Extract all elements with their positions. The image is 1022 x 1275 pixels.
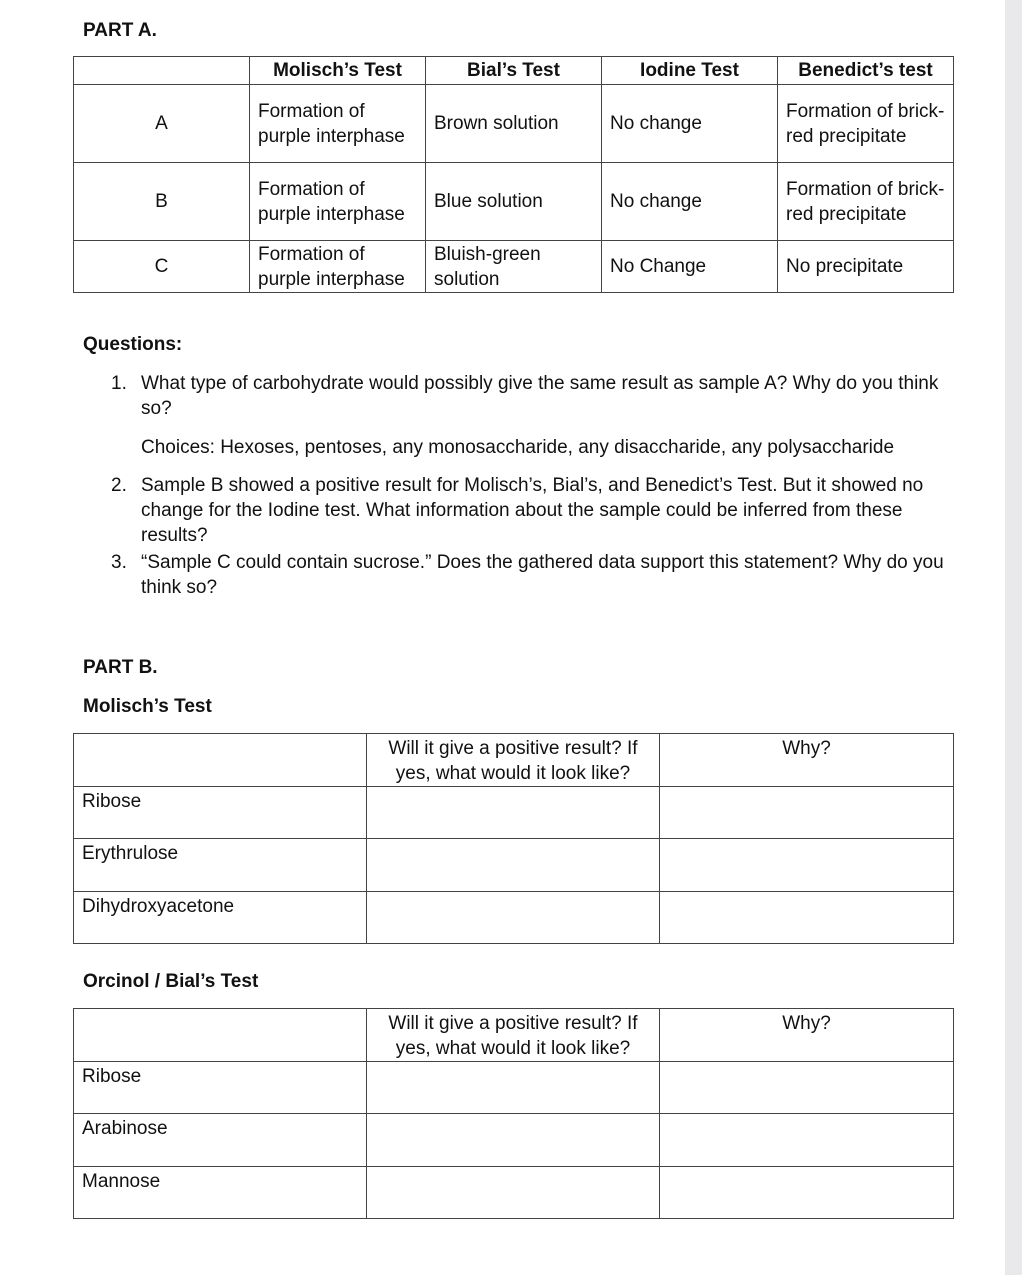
why-cell[interactable]	[660, 839, 954, 892]
corner-cell	[74, 734, 367, 787]
cell-molisch: Formation of purple interphase	[250, 85, 426, 163]
cell-bial: Brown solution	[426, 85, 602, 163]
question-number: 3.	[111, 552, 127, 573]
corner-cell	[74, 1009, 367, 1062]
table-row	[74, 163, 954, 241]
table-row	[74, 241, 954, 293]
compound-name: Dihydroxyacetone	[74, 892, 367, 944]
answer-cell[interactable]	[367, 1167, 660, 1219]
molisch-section-title: Molisch’s Test	[83, 696, 212, 717]
why-cell[interactable]	[660, 1114, 954, 1167]
bial-prediction-table	[73, 1008, 954, 1219]
header-bial: Bial’s Test	[426, 57, 602, 85]
header-positive-result: Will it give a positive result? If yes, what would it look like?	[367, 1009, 660, 1062]
choices-line	[83, 421, 958, 473]
header-molisch: Molisch’s Test	[250, 57, 426, 85]
answer-cell[interactable]	[367, 787, 660, 839]
cell-benedict: Formation of brick-red precipitate	[778, 85, 954, 163]
cell-benedict: Formation of brick-red precipitate	[778, 163, 954, 241]
cell-benedict: No precipitate	[778, 241, 954, 293]
table-row	[74, 787, 954, 839]
cell-iodine: No Change	[602, 241, 778, 293]
answer-cell[interactable]	[367, 892, 660, 944]
question-item	[83, 550, 958, 600]
question-choices: Choices: Hexoses, pentoses, any monosaccharide, any disaccharide, any polysaccharide	[141, 437, 895, 458]
question-text: Sample B showed a positive result for Molisch’s, Bial’s, and Benedict’s Test. But it showed no change for the Iodine test. What information about the sample could be inferred from these results?	[141, 475, 924, 546]
cell-bial: Bluish-green solution	[426, 241, 602, 293]
bial-section-title: Orcinol / Bial’s Test	[83, 971, 259, 992]
table-row	[74, 839, 954, 892]
cell-bial: Blue solution	[426, 163, 602, 241]
answer-cell[interactable]	[367, 839, 660, 892]
table-header-row	[74, 1009, 954, 1062]
why-cell[interactable]	[660, 787, 954, 839]
answer-cell[interactable]	[367, 1062, 660, 1114]
sample-label: B	[74, 163, 250, 241]
questions-heading: Questions:	[83, 334, 183, 355]
part-a-results-table	[73, 56, 954, 293]
molisch-prediction-table	[73, 733, 954, 944]
sample-label: A	[74, 85, 250, 163]
cell-iodine: No change	[602, 85, 778, 163]
question-number: 2.	[111, 475, 127, 496]
header-why: Why?	[660, 734, 954, 787]
question-number: 1.	[111, 373, 127, 394]
table-row	[74, 1167, 954, 1219]
compound-name: Ribose	[74, 1062, 367, 1114]
cell-iodine: No change	[602, 163, 778, 241]
part-b-heading: PART B.	[83, 657, 158, 678]
header-benedict: Benedict’s test	[778, 57, 954, 85]
header-positive-result: Will it give a positive result? If yes, what would it look like?	[367, 734, 660, 787]
why-cell[interactable]	[660, 1062, 954, 1114]
compound-name: Erythrulose	[74, 839, 367, 892]
question-item	[83, 473, 958, 548]
question-text: “Sample C could contain sucrose.” Does the gathered data support this statement? Why do you think so?	[141, 552, 944, 598]
cell-molisch: Formation of purple interphase	[250, 163, 426, 241]
why-cell[interactable]	[660, 892, 954, 944]
table-row	[74, 892, 954, 944]
corner-cell	[74, 57, 250, 85]
table-header-row	[74, 57, 954, 85]
question-item	[83, 371, 958, 421]
table-header-row	[74, 734, 954, 787]
compound-name: Ribose	[74, 787, 367, 839]
question-list	[83, 371, 958, 600]
why-cell[interactable]	[660, 1167, 954, 1219]
sample-label: C	[74, 241, 250, 293]
header-why: Why?	[660, 1009, 954, 1062]
compound-name: Arabinose	[74, 1114, 367, 1167]
answer-cell[interactable]	[367, 1114, 660, 1167]
question-text: What type of carbohydrate would possibly give the same result as sample A? Why do you think so?	[141, 373, 939, 419]
header-iodine: Iodine Test	[602, 57, 778, 85]
cell-molisch: Formation of purple interphase	[250, 241, 426, 293]
table-row	[74, 1114, 954, 1167]
table-row	[74, 1062, 954, 1114]
part-a-heading: PART A.	[83, 20, 157, 41]
table-row	[74, 85, 954, 163]
compound-name: Mannose	[74, 1167, 367, 1219]
